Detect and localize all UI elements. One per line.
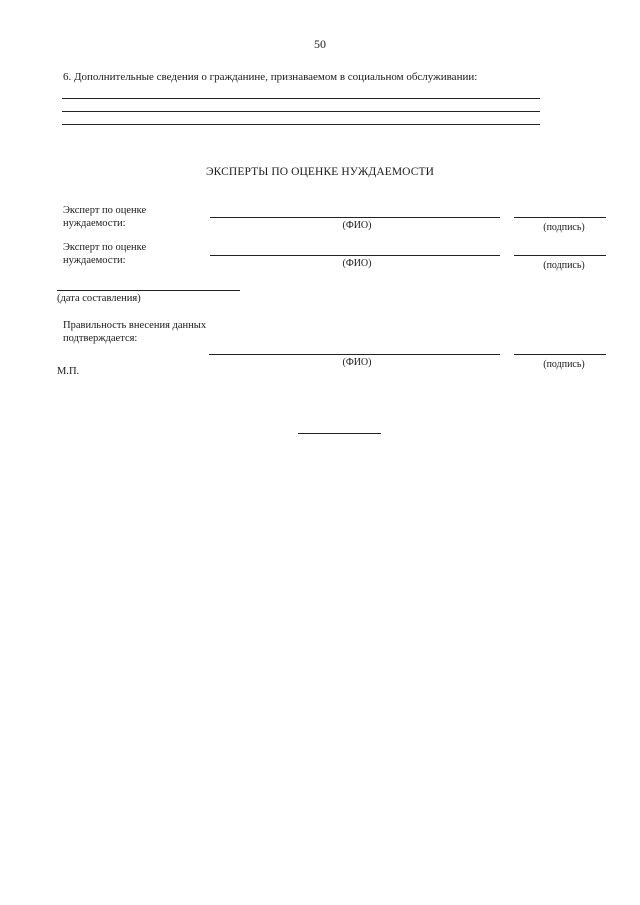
section-6-heading: 6. Дополнительные сведения о гражданине, признаваемом в социальном обслуживании: bbox=[63, 71, 478, 83]
confirmation-label bbox=[63, 319, 206, 345]
expert-1-label bbox=[63, 204, 146, 230]
expert-1-label-line-1: Эксперт по оценке bbox=[63, 205, 147, 216]
expert-1-label-line-2: нуждаемости: bbox=[63, 218, 126, 229]
expert-2-label bbox=[63, 241, 146, 267]
confirmation-fio-caption: (ФИО) bbox=[342, 357, 372, 368]
expert-2-sign-caption: (подпись) bbox=[543, 260, 585, 271]
date-line bbox=[57, 290, 240, 291]
section-6-line-3 bbox=[62, 124, 540, 125]
expert-1-fio-caption: (ФИО) bbox=[342, 220, 372, 231]
expert-1-sign-line bbox=[514, 217, 606, 218]
expert-2-label-line-2: нуждаемости: bbox=[63, 255, 126, 266]
date-caption: (дата составления) bbox=[57, 293, 141, 304]
experts-title: ЭКСПЕРТЫ ПО ОЦЕНКЕ НУЖДАЕМОСТИ bbox=[205, 166, 435, 178]
section-6-line-2 bbox=[62, 111, 540, 112]
stamp-label: М.П. bbox=[57, 366, 80, 377]
expert-1-fio-line bbox=[210, 217, 500, 218]
confirmation-label-line-1: Правильность внесения данных bbox=[63, 320, 207, 331]
page-number: 50 bbox=[314, 37, 326, 51]
confirmation-sign-caption: (подпись) bbox=[543, 359, 585, 370]
confirmation-fio-line bbox=[209, 354, 500, 355]
expert-2-sign-line bbox=[514, 255, 606, 256]
section-6-line-1 bbox=[62, 98, 540, 99]
expert-2-fio-line bbox=[210, 255, 500, 256]
confirmation-sign-line bbox=[514, 354, 606, 355]
expert-2-fio-caption: (ФИО) bbox=[342, 258, 372, 269]
end-separator bbox=[298, 433, 381, 434]
expert-1-sign-caption: (подпись) bbox=[543, 222, 585, 233]
expert-2-label-line-1: Эксперт по оценке bbox=[63, 242, 147, 253]
confirmation-label-line-2: подтверждается: bbox=[63, 333, 138, 344]
